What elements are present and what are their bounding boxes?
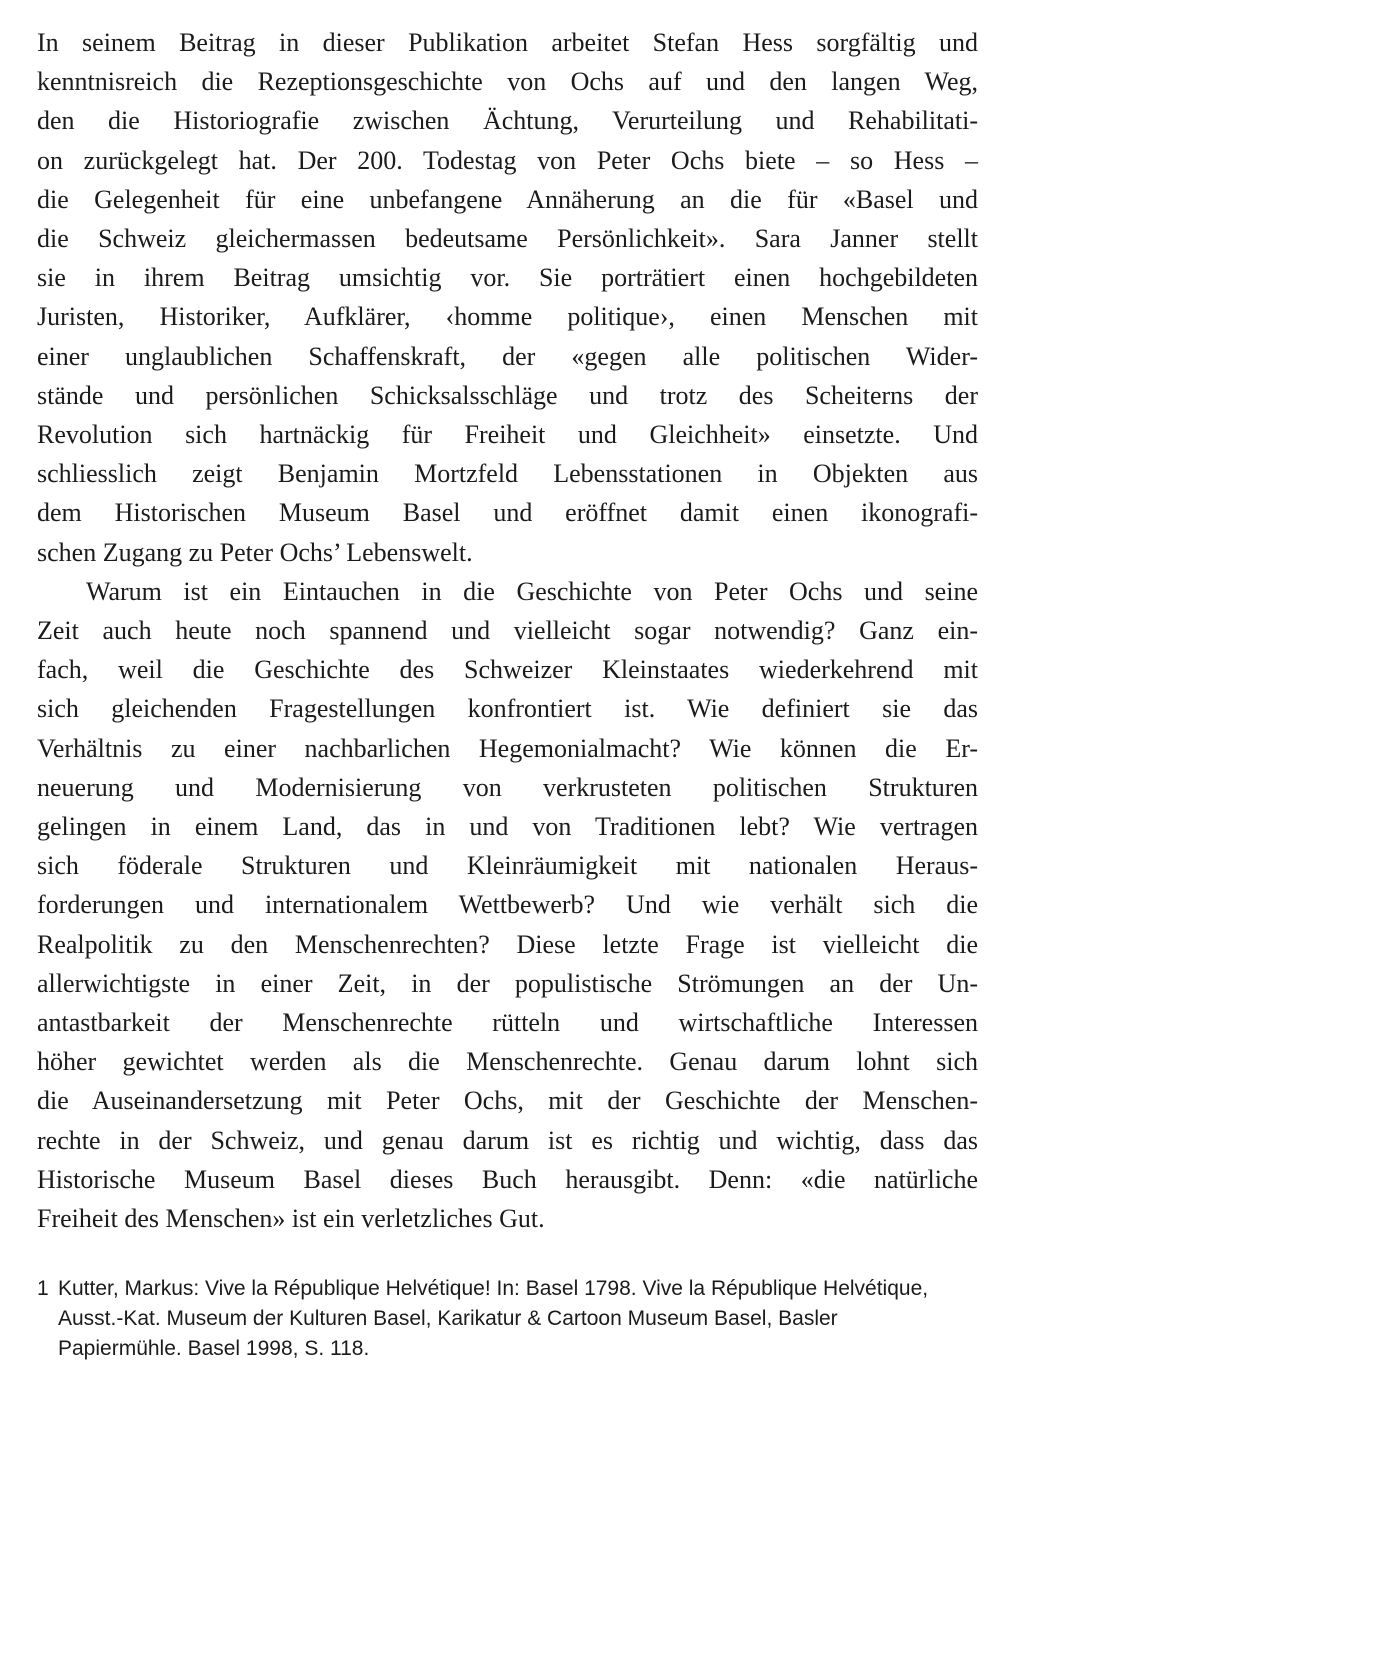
text-line: fach, weil die Geschichte des Schweizer Kleinstaates wiederkehrend mit: [37, 655, 978, 685]
text-line: sich föderale Strukturen und Kleinräumigkeit mit nationalen Heraus-: [37, 851, 978, 881]
main-text: [37, 23, 978, 1238]
text-line: Juristen, Historiker, Aufklärer, ‹homme politique›, einen Menschen mit: [37, 302, 978, 332]
text-line: Papiermühle. Basel 1998, S. 118.: [58, 1337, 370, 1360]
text-line: stände und persönlichen Schicksalsschläge und trotz des Scheiterns der: [37, 380, 978, 410]
text-line: die Auseinandersetzung mit Peter Ochs, mit der Geschichte der Menschen-: [37, 1086, 978, 1116]
paragraph-1: [37, 23, 978, 572]
text-line: die Gelegenheit für eine unbefangene Annäherung an die für «Basel und: [37, 184, 978, 214]
footnote-text: [37, 1274, 978, 1364]
footnote-number: 1: [37, 1277, 49, 1300]
text-line: rechte in der Schweiz, und genau darum ist es richtig und wichtig, dass das: [37, 1125, 978, 1155]
text-line: höher gewichtet werden als die Menschenrechte. Genau darum lohnt sich: [37, 1047, 978, 1077]
text-line: Zeit auch heute noch spannend und vielleicht sogar notwendig? Ganz ein-: [37, 616, 978, 646]
text-line: kenntnisreich die Rezeptionsgeschichte von Ochs auf und den langen Weg,: [37, 67, 978, 97]
text-line: neuerung und Modernisierung von verkrusteten politischen Strukturen: [37, 772, 978, 802]
text-line: schen Zugang zu Peter Ochs’ Lebenswelt.: [37, 537, 473, 567]
text-line: Ausst.-Kat. Museum der Kulturen Basel, Karikatur & Cartoon Museum Basel, Basler: [58, 1307, 838, 1330]
text-line: den die Historiografie zwischen Ächtung, Verurteilung und Rehabilitati-: [37, 106, 978, 136]
text-line: antastbarkeit der Menschenrechte rütteln und wirtschaftliche Interessen: [37, 1008, 978, 1038]
text-line: Kutter, Markus: Vive la République Helvétique! In: Basel 1798. Vive la République Helvétique,: [58, 1277, 929, 1300]
text-line: gelingen in einem Land, das in und von Traditionen lebt? Wie vertragen: [37, 812, 978, 842]
text-line: forderungen und internationalem Wettbewerb? Und wie verhält sich die: [37, 890, 978, 920]
text-line: sich gleichenden Fragestellungen konfrontiert ist. Wie definiert sie das: [37, 694, 978, 724]
text-line: dem Historischen Museum Basel und eröffnet damit einen ikonografi-: [37, 498, 978, 528]
text-line: on zurückgelegt hat. Der 200. Todestag von Peter Ochs biete – so Hess –: [37, 145, 978, 175]
text-line: Historische Museum Basel dieses Buch herausgibt. Denn: «die natürliche: [37, 1164, 978, 1194]
text-line: Freiheit des Menschen» ist ein verletzliches Gut.: [37, 1204, 545, 1234]
text-line: Verhältnis zu einer nachbarlichen Hegemonialmacht? Wie können die Er-: [37, 733, 978, 763]
text-line: die Schweiz gleichermassen bedeutsame Persönlichkeit». Sara Janner stellt: [37, 224, 978, 254]
footnote: [37, 1274, 978, 1364]
text-line: Warum ist ein Eintauchen in die Geschichte von Peter Ochs und seine: [86, 576, 978, 606]
text-line: In seinem Beitrag in dieser Publikation arbeitet Stefan Hess sorgfältig und: [37, 28, 978, 57]
paragraph-2: [37, 572, 978, 1238]
text-line: allerwichtigste in einer Zeit, in der populistische Strömungen an der Un-: [37, 968, 978, 998]
text-line: schliesslich zeigt Benjamin Mortzfeld Lebensstationen in Objekten aus: [37, 459, 978, 489]
text-line: Realpolitik zu den Menschenrechten? Diese letzte Frage ist vielleicht die: [37, 929, 978, 959]
text-line: einer unglaublichen Schaffenskraft, der «gegen alle politischen Wider-: [37, 341, 978, 371]
text-line: Revolution sich hartnäckig für Freiheit und Gleichheit» einsetzte. Und: [37, 420, 978, 450]
text-line: sie in ihrem Beitrag umsichtig vor. Sie porträtiert einen hochgebildeten: [37, 263, 978, 293]
